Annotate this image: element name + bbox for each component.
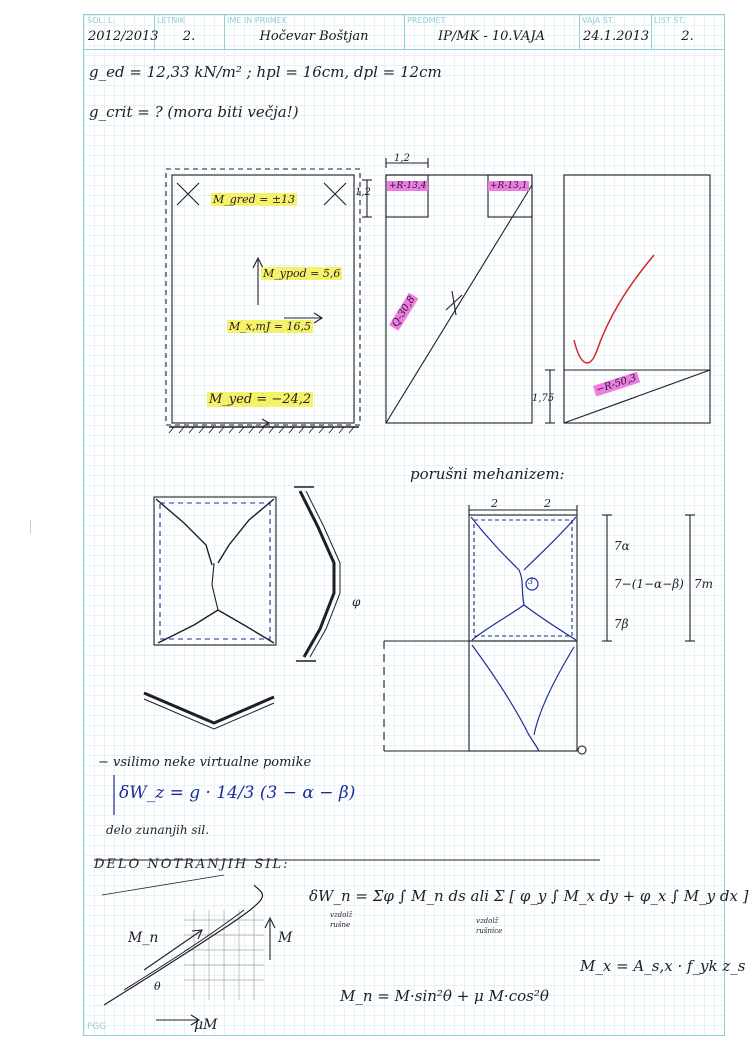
sketch-canvas <box>84 15 724 1035</box>
name-value: Hočevar Boštjan <box>259 29 369 44</box>
m-gred-text: M_gred = ±13 <box>213 193 296 206</box>
red-check-mark <box>574 255 654 363</box>
m-yed-label <box>207 392 313 407</box>
internal-work-title: DELO NOTRANJIH SIL: <box>94 857 290 872</box>
m-ypod-label <box>261 267 342 280</box>
subject-label: PREDMET <box>407 16 446 25</box>
mark-3-label: 3 <box>528 577 534 586</box>
theta-label: θ <box>154 980 161 993</box>
slab-1-outline <box>172 175 354 423</box>
dim-1-2-top: 1,2 <box>394 153 410 164</box>
r-13-1-label <box>488 181 529 191</box>
m-diagram-label: M <box>278 930 293 946</box>
r-13-1-text: +R-13,1 <box>490 181 528 191</box>
dim-1-2-side: 1,2 <box>355 187 371 198</box>
seven-alpha-label: 7α <box>614 539 630 553</box>
external-work-note: delo zunanjih sil. <box>106 823 210 837</box>
m-xmj-text: M_x,mJ = 16,5 <box>229 320 312 333</box>
detail-grid <box>184 910 264 1000</box>
punch-mark <box>30 520 31 534</box>
m-gred-label <box>211 193 297 206</box>
m-yed-text: M_yed = −24,2 <box>209 392 312 407</box>
r-13-4-label <box>387 181 428 191</box>
mn-diagram-label: M_n <box>128 930 159 946</box>
virtual-displacement-text: − vsilimo neke virtualne pomike <box>98 755 312 770</box>
sheet-label: LIST ŠT. <box>654 16 685 25</box>
school-year-value: 2012/2013 <box>88 29 159 44</box>
seven-m-label: 7m <box>694 577 714 591</box>
worksheet <box>83 14 749 1036</box>
int-sub-2: rušne <box>330 921 351 929</box>
internal-work-equation: δW_n = Σφ ∫ M_n ds ali Σ [ φ_y ∫ M_x dy + φ_x ∫ M_y dx ] <box>309 887 749 905</box>
seven-mid-label: 7−(1−α−β) <box>614 577 684 591</box>
mu-m-diagram-label: μM <box>194 1017 218 1033</box>
mechanism-slab-1 <box>154 497 276 645</box>
dim-2-right: 2 <box>544 497 551 510</box>
int-sub-4: rušnice <box>476 927 503 935</box>
mechanism-slab-2-lower <box>469 641 577 751</box>
blue-yield-line-1 <box>471 517 524 605</box>
name-label: IME IN PRIIMEK <box>227 16 288 25</box>
gcrit-line: g_crit = ? (mora biti večja!) <box>89 103 299 121</box>
m-xmj-label <box>227 320 313 333</box>
grade-value: 2. <box>182 29 196 44</box>
slab-1-dashed <box>166 169 360 425</box>
slab-1-support-hatch <box>169 427 354 433</box>
dim-2-left: 2 <box>491 497 498 510</box>
blue-yield-line-3 <box>472 605 524 640</box>
sheet-value: 2. <box>681 29 694 44</box>
load-line: g_ed = 12,33 kN/m² ; hpl = 16cm, dpl = 12cm <box>89 63 442 81</box>
mn-equation: M_n = M·sin²θ + μ M·cos²θ <box>340 987 549 1005</box>
failure-mechanism-title: porušni mehanizem: <box>410 465 565 483</box>
school-year-label: ŠOL. L. <box>87 16 115 25</box>
subject-value: IP/MK - 10.VAJA <box>437 29 546 44</box>
q-30-8-text: Q-30,8 <box>390 294 418 330</box>
exercise-label: VAJA ŠT. <box>582 16 615 25</box>
mx-equation: M_x = A_s,x · f_yk z_s <box>580 957 746 975</box>
seven-beta-label: 7β <box>614 617 629 631</box>
grade-label: LETNIK <box>157 16 185 25</box>
blue-yield-line-4 <box>524 605 576 640</box>
phi-side-label: φ <box>352 595 361 609</box>
footer-mark: FGG <box>87 1022 107 1032</box>
external-work-equation: δW_z = g · 14/3 (3 − α − β) <box>119 783 356 803</box>
int-sub-3: vzdolž <box>476 917 499 925</box>
slab-3-outline <box>564 175 710 423</box>
exercise-value: 24.1.2013 <box>583 29 650 44</box>
r-50-3-text: −R-50,3 <box>594 372 638 396</box>
blue-yield-line-2 <box>524 517 576 570</box>
int-sub-1: vzdolž <box>330 911 353 919</box>
m-ypod-text: M_ypod = 5,6 <box>263 267 341 280</box>
dim-1-75: 1,75 <box>532 393 555 404</box>
r-13-4-text: +R-13,4 <box>389 181 427 191</box>
